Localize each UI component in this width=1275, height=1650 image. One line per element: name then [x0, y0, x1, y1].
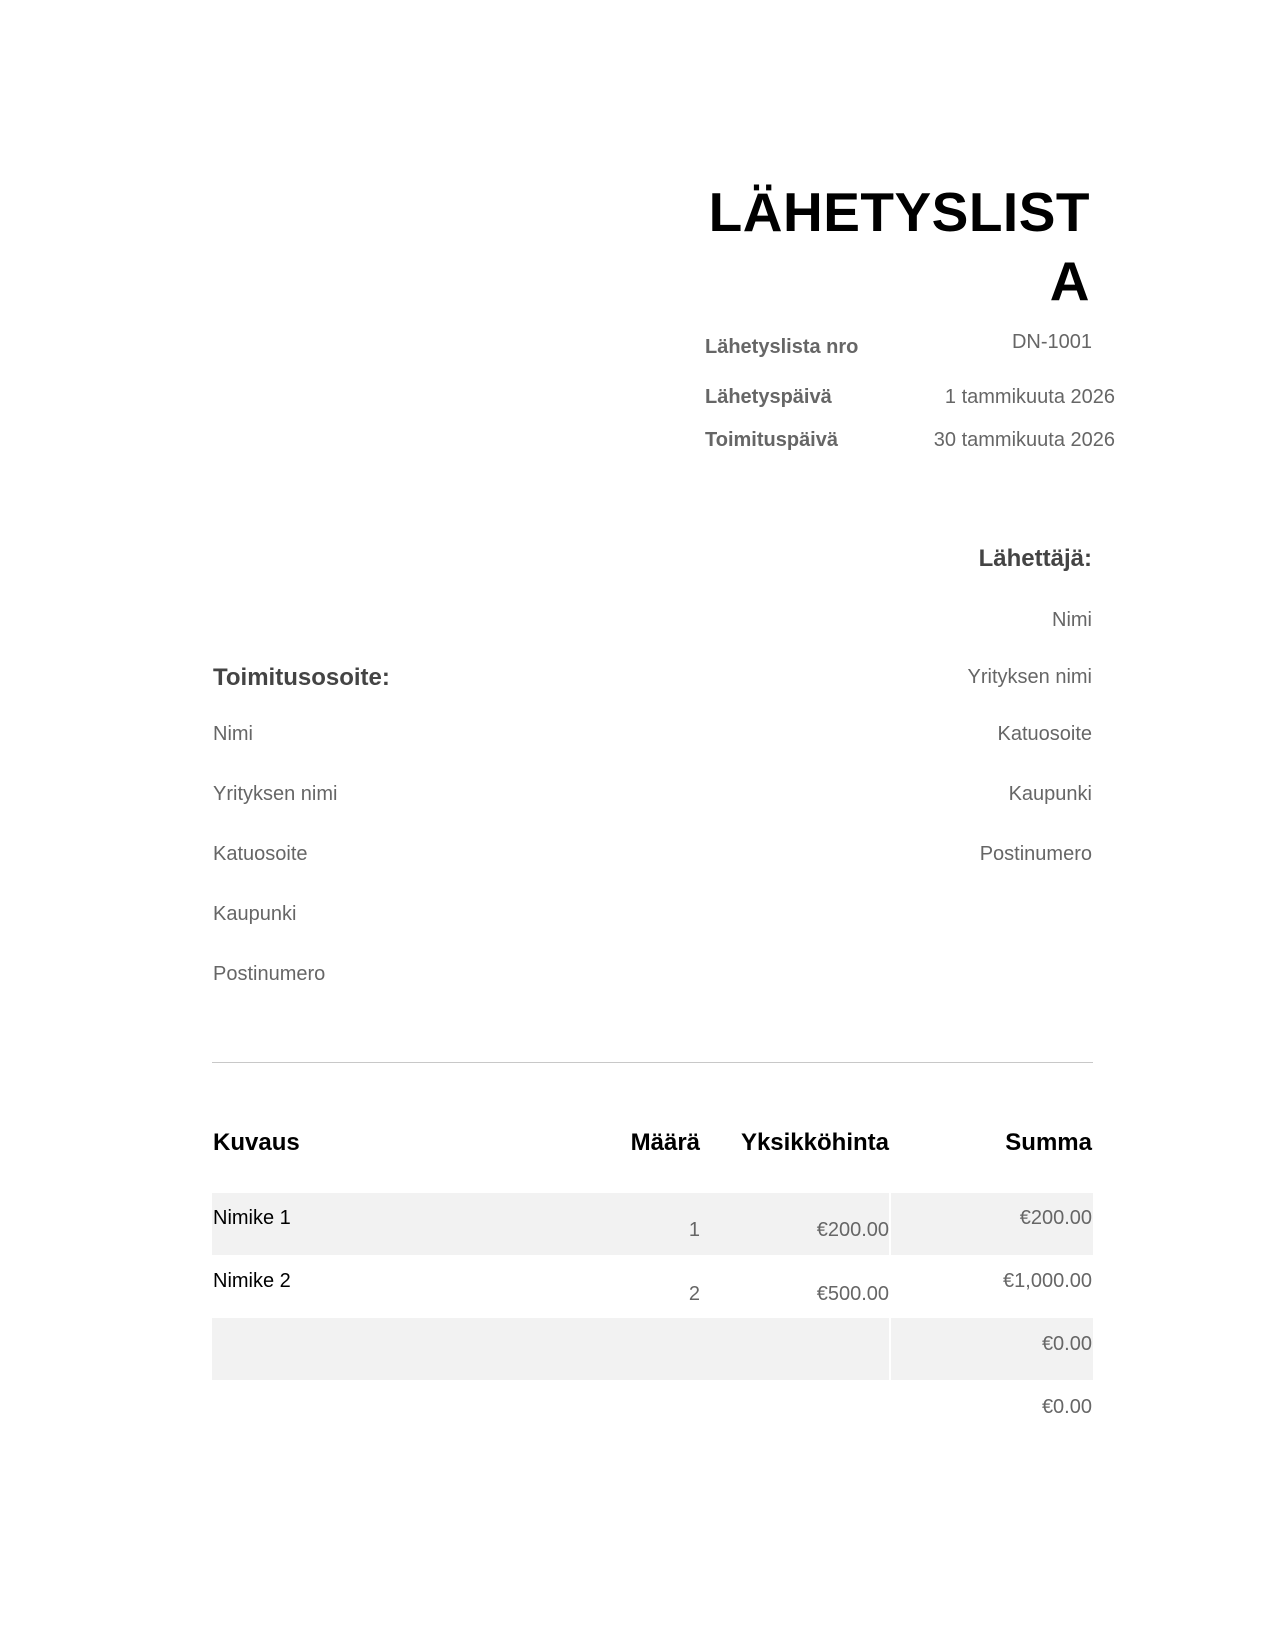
table-row-1-quantity: 1 [688, 1219, 700, 1241]
document-title-line-1: LÄHETYSLIST [708, 181, 1090, 243]
sender-postal: Postinumero [979, 843, 1092, 865]
shipping-name: Nimi [213, 723, 253, 745]
shipping-postal: Postinumero [213, 963, 326, 985]
sender-city: Kaupunki [1008, 783, 1092, 805]
sender-street: Katuosoite [997, 723, 1092, 745]
table-row-1-description: Nimike 1 [213, 1207, 291, 1229]
sender-heading: Lähettäjä: [978, 545, 1092, 572]
shipping-street: Katuosoite [213, 843, 308, 865]
table-row-3-total: €0.00 [1041, 1333, 1092, 1355]
shipping-company: Yrityksen nimi [213, 783, 338, 805]
table-row-2-total: €1,000.00 [1003, 1270, 1092, 1292]
section-divider [212, 1062, 1093, 1063]
table-row-2-description: Nimike 2 [213, 1270, 291, 1292]
table-column-separator [889, 1193, 891, 1255]
shipping-city: Kaupunki [213, 903, 297, 925]
column-header-description: Kuvaus [213, 1129, 300, 1156]
table-row-1-total: €200.00 [1019, 1207, 1092, 1229]
column-header-total: Summa [1005, 1129, 1092, 1156]
delivery-note-number-value: DN-1001 [1011, 331, 1092, 353]
table-row-1-unit-price: €200.00 [816, 1219, 889, 1241]
ship-date-value: 1 tammikuuta 2026 [944, 386, 1115, 408]
table-row-2-quantity: 2 [688, 1283, 700, 1305]
table-row-4-total: €0.00 [1041, 1396, 1092, 1418]
delivery-note-number-label: Lähetyslista nro [705, 336, 859, 358]
delivery-date-value: 30 tammikuuta 2026 [933, 429, 1115, 451]
table-row-shade [212, 1193, 1093, 1255]
ship-date-label: Lähetyspäivä [705, 386, 832, 408]
shipping-address-heading: Toimitusosoite: [213, 664, 390, 691]
document-title-line-2: A [1049, 250, 1090, 312]
table-row-shade [212, 1318, 1093, 1380]
sender-name: Nimi [1052, 609, 1092, 631]
sender-company: Yrityksen nimi [967, 666, 1092, 688]
delivery-date-label: Toimituspäivä [705, 429, 838, 451]
column-header-unit-price: Yksikköhinta [740, 1129, 889, 1156]
table-row-2-unit-price: €500.00 [816, 1283, 889, 1305]
column-header-quantity: Määrä [630, 1129, 700, 1156]
table-column-separator [889, 1318, 891, 1380]
document-title [690, 178, 1090, 316]
